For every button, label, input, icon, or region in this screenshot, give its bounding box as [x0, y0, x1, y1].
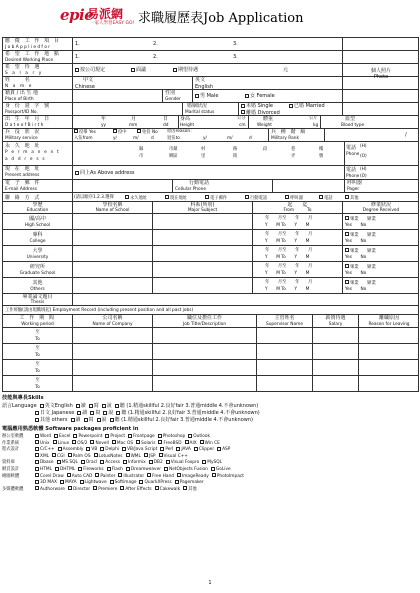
employment-title: 工作經驗(請由現職填起) Employment Record (including present position and all past jobs) — [5, 308, 194, 313]
language-skill-checkbox[interactable] — [90, 411, 94, 415]
row-salary: 希 望 待 遇 S a l a r y 按公司規定 面議 期望待遇 元 個人照片 Photo — [3, 64, 419, 77]
software-checkbox[interactable] — [57, 460, 61, 464]
school-name-field[interactable] — [73, 230, 153, 245]
software-title: 電腦應用熟悉軟體 Software packages proficient in — [2, 426, 139, 432]
contact-other-checkbox[interactable] — [345, 195, 349, 199]
software-checkbox[interactable] — [123, 460, 127, 464]
leaving-reason-field[interactable] — [359, 344, 419, 359]
row-contact-method: 聯 絡 方 式 (請以順序1.2.3.選擇 永久地址 現在地址 電子郵件 行動電話 呼叫器 電話 其他 — [3, 193, 419, 202]
software-checkbox[interactable] — [94, 453, 98, 457]
contact-permanent-checkbox[interactable] — [125, 195, 129, 199]
row-name: 姓 名 N a m e 中文 Chinese 英文 English — [3, 77, 419, 90]
photo-label-en: Photo — [373, 74, 389, 80]
software-group: 網頁設計 HTML DHTML Fireworks Flash Dreamweaver NetObjects Fusion GoLive — [2, 467, 231, 472]
degree-graduated-checkbox[interactable] — [345, 216, 349, 220]
software-checkbox[interactable] — [166, 460, 170, 464]
name-english-field[interactable]: 英文 English — [193, 77, 343, 89]
contact-email-checkbox[interactable] — [205, 195, 209, 199]
military-rank-field[interactable]: / — [405, 132, 407, 138]
degree-graduated-checkbox[interactable] — [345, 248, 349, 252]
logo-chinese: 易派網 — [87, 7, 124, 21]
software-checkbox[interactable] — [147, 473, 151, 477]
software-checkbox[interactable] — [86, 447, 90, 451]
marital-married-checkbox[interactable] — [289, 104, 293, 108]
software-checkbox[interactable] — [126, 453, 130, 457]
row-birth: 出 生 年 月 日 D a t e o f B i r t h 年 月 日 yy mm dd 身高 Height 公分 cm 體重 Weight 公斤 kg 血型 Blood type — [3, 116, 419, 129]
software-checkbox[interactable] — [136, 440, 140, 444]
row-id: 身 份 證 字 號 Passport/ID No. 婚姻狀況 Marital status 未婚 Single 已婚 Married 離婚 Divorced — [3, 103, 419, 116]
software-checkbox[interactable] — [217, 447, 221, 451]
military-exempt-checkbox[interactable] — [137, 129, 141, 133]
language-checkbox[interactable] — [35, 411, 39, 415]
skills-title: 技能與專長Skills — [2, 395, 44, 401]
language-skill-checkbox[interactable] — [103, 411, 107, 415]
software-group: 多媒體軟體 Authorware Director Premiere After Effects Cakewalk 其他 — [2, 486, 197, 492]
employment-header-row: 工 作 期 間 Working period 公司名稱 Name of Company 職位及擔任工作 Job Title/Description 主管姓名 Supervisor Name 薪資待遇 Salary 離職原因 Reason for Leaving — [3, 315, 419, 328]
edu-period-field[interactable]: 年 月至 年 月 Y M To Y M — [253, 246, 343, 261]
school-name-field[interactable] — [73, 214, 153, 229]
software-checkbox[interactable] — [200, 440, 204, 444]
software-checkbox[interactable] — [158, 440, 162, 444]
software-checkbox[interactable] — [35, 440, 39, 444]
software-checkbox[interactable] — [158, 434, 162, 438]
degree-options[interactable]: 畢業 肄業 Yes No — [345, 232, 376, 244]
degree-graduated-checkbox[interactable] — [345, 264, 349, 268]
software-checkbox[interactable] — [120, 486, 124, 490]
marital-divorced-checkbox[interactable] — [241, 110, 245, 114]
permanent-phone-field[interactable]: 電話 (H) Phone (O) — [346, 144, 367, 159]
software-checkbox[interactable] — [53, 440, 57, 444]
language-checkbox[interactable] — [40, 404, 44, 408]
software-checkbox[interactable] — [211, 467, 215, 471]
weight-field[interactable]: 體重 Weight 公斤 kg — [249, 116, 321, 128]
software-checkbox[interactable] — [160, 447, 164, 451]
degree-graduated-checkbox[interactable] — [345, 232, 349, 236]
language-skill-checkbox[interactable] — [76, 404, 80, 408]
degree-options[interactable]: 畢業 肄業 Yes No — [345, 264, 376, 276]
software-checkbox[interactable] — [35, 447, 39, 451]
military-service-options[interactable]: 役畢 Yes 役中 免役 No 原因reason： 入伍from y/ m/ d 退伍to y/ m/ d — [73, 129, 269, 141]
education-row: 國/高中 High School 年 月至 年 月 Y M To Y M 畢業 肄業 Yes No — [3, 214, 419, 230]
language-checkbox[interactable] — [35, 418, 39, 422]
birth-date-field[interactable]: 年 月 日 yy mm dd — [73, 116, 179, 128]
contact-phone-checkbox[interactable] — [319, 195, 323, 199]
software-checkbox[interactable] — [35, 473, 39, 477]
salary-options[interactable]: 按公司規定 面議 期望待遇 元 — [73, 64, 343, 76]
row-job-applied: 應 徵 工 作 項 目 J o b A p p l i e d f o r 1. 2. 3. — [3, 38, 419, 51]
software-checkbox[interactable] — [176, 447, 180, 451]
software-checkbox[interactable] — [67, 473, 71, 477]
employment-row — [3, 328, 419, 344]
software-checkbox[interactable] — [90, 440, 94, 444]
software-checkbox[interactable] — [81, 460, 85, 464]
military-done-checkbox[interactable] — [74, 129, 78, 133]
marital-single-checkbox[interactable] — [241, 104, 245, 108]
software-group: 3D MAX MAYA Lightwave Softimage QuarkXPress Pagemaker — [2, 479, 418, 486]
major-field[interactable] — [153, 278, 253, 293]
language-skill-checkbox[interactable] — [115, 404, 119, 408]
height-field[interactable]: 身高 Height 公分 cm — [179, 116, 249, 128]
edu-period-field[interactable]: 年 月至 年 月 Y M To Y M — [253, 262, 343, 277]
software-checkbox[interactable] — [93, 486, 97, 490]
software-checkbox[interactable] — [35, 467, 39, 471]
gender-female-checkbox[interactable] — [245, 94, 249, 98]
software-group: 繪圖軟體 Corel Draw Auto CAD Painter Illustrator Free Hand ImageReady PhotoImpact — [2, 473, 244, 479]
education-rows — [3, 214, 419, 294]
job-title-field[interactable] — [153, 376, 257, 391]
software-checkbox[interactable] — [212, 473, 216, 477]
software-group: 資料庫 Dbase MS SQL Oracl Access Informix DB2 Visual Foxpro MySQL — [2, 460, 223, 466]
cellphone-field[interactable]: 行動電話 Cellular Phone — [173, 180, 273, 192]
education-row: 其他 Others 年 月至 年 月 Y M To Y M 畢業 肄業 Yes No — [3, 278, 419, 294]
software-checkbox[interactable] — [164, 467, 168, 471]
edu-period-field[interactable]: 年 月至 年 月 Y M To Y M — [253, 214, 343, 229]
major-field[interactable] — [153, 262, 253, 277]
supervisor-field[interactable] — [257, 328, 313, 343]
education-row: 專科 College 年 月至 年 月 Y M To Y M 畢業 肄業 Yes No — [3, 230, 419, 246]
leaving-reason-field[interactable] — [359, 360, 419, 375]
edu-period-field[interactable]: 年 月至 年 月 Y M To Y M — [253, 230, 343, 245]
software-checkbox[interactable] — [107, 467, 111, 471]
supervisor-field[interactable] — [257, 360, 313, 375]
software-checkbox[interactable] — [73, 434, 77, 438]
working-period-field[interactable]: 至 To — [3, 376, 73, 391]
software-checkbox[interactable] — [72, 440, 76, 444]
permanent-address-field[interactable]: 縣 市鎮 村 路 段 巷 樓 市 鄉區 里 街 弄 號 — [73, 142, 345, 165]
working-period-field[interactable]: 至 To — [3, 360, 73, 375]
software-checkbox[interactable] — [35, 486, 39, 490]
salary-record-field[interactable] — [313, 360, 359, 375]
application-form-grid — [2, 37, 419, 392]
software-checkbox[interactable] — [110, 480, 114, 484]
same-address-checkbox[interactable] — [75, 171, 79, 175]
software-checkbox[interactable] — [149, 460, 153, 464]
software-checkbox[interactable] — [58, 447, 62, 451]
software-checkbox[interactable] — [202, 460, 206, 464]
software-checkbox[interactable] — [177, 473, 181, 477]
software-group: 程式設計 C/C++ Assembly VB Delphi VB/Java Script Perl JAVA Clipper ASP — [2, 447, 231, 453]
software-checkbox[interactable] — [52, 453, 56, 457]
software-group: XML CGI Palm OS LotusNotes WML JSP Visual C++ — [2, 453, 418, 460]
marital-options[interactable]: 未婚 Single 已婚 Married 離婚 Divorced — [239, 103, 343, 115]
software-checkbox[interactable] — [144, 453, 148, 457]
software-checkbox[interactable] — [183, 486, 187, 490]
row-present-address: 現 在 地 址 Present address 同上As Above address 電話 (H) Phone (O) — [3, 166, 419, 180]
degree-options[interactable]: 畢業 肄業 Yes No — [345, 216, 376, 228]
gender-male-checkbox[interactable] — [195, 94, 199, 98]
employment-rows — [3, 328, 419, 392]
salary-record-field[interactable] — [313, 344, 359, 359]
school-name-field[interactable] — [73, 262, 153, 277]
salary-company-checkbox[interactable] — [75, 68, 79, 72]
education-row: 研究所 Graduate School 年 月至 年 月 Y M To Y M 畢業 肄業 Yes No — [3, 262, 419, 278]
software-checkbox[interactable] — [155, 486, 159, 490]
salary-record-field[interactable] — [313, 376, 359, 391]
logo-tagline: 一家人學習EASY GO! — [90, 21, 135, 26]
language-skill-checkbox[interactable] — [110, 418, 114, 422]
document-title: 求職履歷表Job Application — [138, 11, 304, 26]
contact-pager-checkbox[interactable] — [285, 195, 289, 199]
epie-logo: epie — [60, 6, 94, 24]
employment-row — [3, 376, 419, 392]
degree-options[interactable]: 畢業 肄業 Yes No — [345, 280, 376, 292]
birthplace-field[interactable] — [73, 90, 163, 102]
contact-present-checkbox[interactable] — [165, 195, 169, 199]
photo-box[interactable] — [343, 38, 419, 50]
contact-method-options[interactable]: (請以順序1.2.3.選擇 永久地址 現在地址 電子郵件 行動電話 呼叫器 電話 其他 — [74, 195, 359, 201]
photo-label-cn: 個人照片 — [370, 68, 391, 74]
software-group: 辦公室軟體 Word Excel Powerpoint Project Frontpage Photoshop Outlook — [2, 434, 211, 439]
education-header-row: 學歷 Education 學校名稱 Name of School 科系(所別) Major Subject 起 迄 From To 修業狀況 Degree Received — [3, 202, 419, 214]
major-field[interactable] — [153, 246, 253, 261]
job-title-field[interactable] — [153, 360, 257, 375]
language-line: 語言Language 英文English 讀 寫 說 聽 (1.精通skillful 2.良好fair 3.普通middle 4.不會unknown) — [2, 403, 259, 409]
supervisor-field[interactable] — [257, 344, 313, 359]
company-name-field[interactable] — [73, 328, 153, 343]
row-thesis: 畢業論文題目 Thesis — [3, 294, 419, 306]
degree-options[interactable]: 畢業 肄業 Yes No — [345, 248, 376, 260]
software-checkbox[interactable] — [100, 460, 104, 464]
company-name-field[interactable] — [73, 376, 153, 391]
job-title-field[interactable] — [153, 328, 257, 343]
language-skill-checkbox[interactable] — [84, 418, 88, 422]
thesis-field[interactable] — [73, 294, 419, 305]
language-skill-checkbox[interactable] — [102, 404, 106, 408]
degree-graduated-checkbox[interactable] — [345, 280, 349, 284]
language-skill-checkbox[interactable] — [89, 404, 93, 408]
school-name-field[interactable] — [73, 278, 153, 293]
present-phone-field[interactable]: 電話 (H) Phone (O) — [346, 167, 367, 179]
gender-options[interactable]: 男 Male 女 Female — [193, 90, 343, 102]
software-checkbox[interactable] — [159, 453, 163, 457]
document-header — [60, 2, 380, 34]
pager-field[interactable]: 呼叫器 Pager — [347, 180, 363, 192]
software-checkbox[interactable] — [122, 447, 126, 451]
language-line: 其他 others 讀 寫 說 聽 (1.精通skillful 2.良好fair 3.普通middle 4.不會unknown) — [2, 417, 418, 423]
software-checkbox[interactable] — [35, 453, 39, 457]
major-field[interactable] — [153, 214, 253, 229]
company-name-field[interactable] — [73, 360, 153, 375]
row-email: 電 子 郵 件 E-mail Address 行動電話 Cellular Phone 呼叫器 Pager — [3, 180, 419, 193]
language-skill-checkbox[interactable] — [97, 418, 101, 422]
software-checkbox[interactable] — [112, 440, 116, 444]
software-checkbox[interactable] — [185, 440, 189, 444]
language-skill-checkbox[interactable] — [116, 411, 120, 415]
page-number: 1 — [208, 580, 212, 586]
salary-negotiable-checkbox[interactable] — [131, 68, 135, 72]
job-title-field[interactable] — [153, 344, 257, 359]
software-checkbox[interactable] — [139, 480, 143, 484]
software-checkbox[interactable] — [188, 434, 192, 438]
row-desired-place: 希 望 工 作 地 點 Desired Working Place 1. 2. 3. — [3, 51, 419, 64]
name-chinese-field[interactable]: 中文 Chinese — [73, 77, 193, 89]
contact-cell-checkbox[interactable] — [245, 195, 249, 199]
language-line: 日文 Japanese 讀 寫 說 聽 (1.精通skillful 2.良好fair 3.普通middle 4.不會unknown) — [2, 410, 418, 416]
salary-expected-checkbox[interactable] — [173, 68, 177, 72]
software-checkbox[interactable] — [68, 453, 72, 457]
perm-address-en-line: P e r m a n e n t — [5, 150, 60, 155]
employment-title-row — [3, 306, 419, 315]
employment-row — [3, 360, 419, 376]
employment-row — [3, 344, 419, 360]
salary-record-field[interactable] — [313, 328, 359, 343]
company-name-field[interactable] — [73, 344, 153, 359]
email-field[interactable] — [73, 180, 173, 192]
software-checkbox[interactable] — [118, 473, 122, 477]
software-checkbox[interactable] — [60, 480, 64, 484]
supervisor-field[interactable] — [257, 376, 313, 391]
software-checkbox[interactable] — [80, 480, 84, 484]
language-skill-checkbox[interactable] — [77, 411, 81, 415]
row-military: 兵 役 狀 況 Military service 役畢 Yes 役中 免役 No 原因reason： 入伍from y/ m/ d 退伍to y/ m/ d 兵 種 階 級 Military Rank / — [3, 129, 419, 142]
id-number-field[interactable] — [73, 103, 183, 115]
job-applied-field[interactable]: 1. 2. 3. — [73, 38, 343, 50]
cellphone-value[interactable] — [273, 180, 345, 192]
education-row: 大學 University 年 月至 年 月 Y M To Y M 畢業 肄業 Yes No — [3, 246, 419, 262]
software-checkbox[interactable] — [35, 480, 39, 484]
software-checkbox[interactable] — [54, 434, 58, 438]
military-serving-checkbox[interactable] — [113, 129, 117, 133]
software-checkbox[interactable] — [35, 434, 39, 438]
software-checkbox[interactable] — [194, 447, 198, 451]
school-name-field[interactable] — [73, 246, 153, 261]
leaving-reason-field[interactable] — [359, 328, 419, 343]
software-checkbox[interactable] — [78, 467, 82, 471]
row-permanent-address: 永 久 地 址 P e r m a n e n t a d d r e s s 縣 市鎮 村 路 段 巷 樓 市 鄉區 里 街 弄 號 電話 (H) Phone (O) — [3, 142, 419, 166]
software-checkbox[interactable] — [68, 486, 72, 490]
software-checkbox[interactable] — [100, 447, 104, 451]
software-checkbox[interactable] — [175, 480, 179, 484]
edu-period-field[interactable]: 年 月至 年 月 Y M To Y M — [253, 278, 343, 293]
desired-place-field[interactable]: 1. 2. 3. — [73, 51, 343, 63]
software-checkbox[interactable] — [35, 460, 39, 464]
software-group: 作業系統 Unix Linux OS/2 Novell Mac OS Solaris FreeBSD AIX Win CE — [2, 440, 220, 446]
software-checkbox[interactable] — [95, 473, 99, 477]
present-address-field[interactable]: 同上As Above address — [73, 166, 345, 179]
working-period-field[interactable]: 至 To — [3, 328, 73, 343]
blood-type-field[interactable]: 血型 Blood type — [341, 116, 365, 128]
major-field[interactable] — [153, 230, 253, 245]
language-skill-checkbox[interactable] — [71, 418, 75, 422]
row-birthplace: 籍貫 / 出 生 地 Place of Birth 性別 Gender 男 Male 女 Female — [3, 90, 419, 103]
software-checkbox[interactable] — [55, 467, 59, 471]
leaving-reason-field[interactable] — [359, 376, 419, 391]
working-period-field[interactable]: 至 To — [3, 344, 73, 359]
software-checkbox[interactable] — [126, 467, 130, 471]
software-checkbox[interactable] — [105, 434, 109, 438]
software-checkbox[interactable] — [128, 434, 132, 438]
